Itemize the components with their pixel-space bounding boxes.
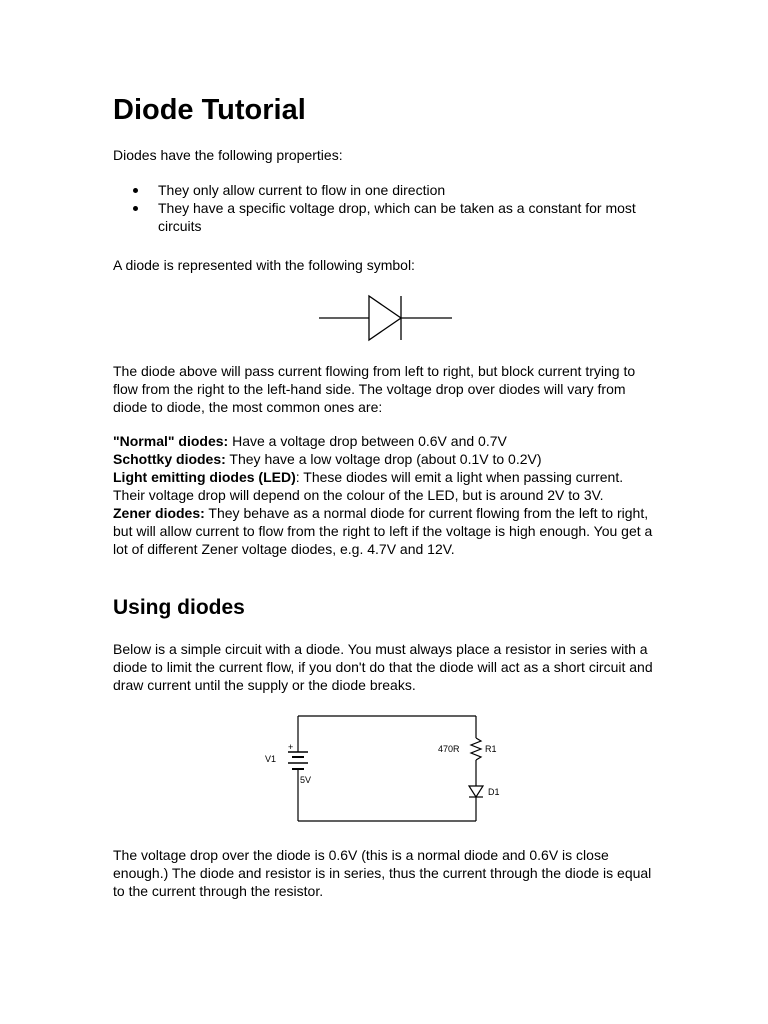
battery-plus-label: + <box>288 742 294 752</box>
diode-type-text: They behave as a normal diode for current flowing from the left to right, but will allow current to flow from the right to left if the voltage is high enough. You get a lot of different Zener voltage diodes, e.g. 4.7V and 12V. <box>113 505 653 557</box>
symbol-intro-paragraph: A diode is represented with the following symbol: <box>113 257 415 273</box>
diode-type-text: Have a voltage drop between 0.6V and 0.7V <box>228 433 507 449</box>
page-title: Diode Tutorial <box>113 94 306 126</box>
diode-type-term: Light emitting diodes (LED) <box>113 469 296 485</box>
battery-value: 5V <box>300 775 312 785</box>
properties-list <box>113 181 658 235</box>
resistor-value: 470R <box>438 744 460 754</box>
resistor-label: R1 <box>485 744 497 754</box>
diode-type-schottky <box>113 450 658 468</box>
conclusion-paragraph: The voltage drop over the diode is 0.6V (this is a normal diode and 0.6V is close enough.) The diode and resistor is in series, thus the current through the diode is equal to the current through the resistor. <box>113 847 652 899</box>
diode-type-term: Schottky diodes: <box>113 451 226 467</box>
list-item: They have a specific voltage drop, which can be taken as a constant for most circuits <box>113 199 658 235</box>
diode-types-list <box>113 432 658 558</box>
diode-symbol-icon <box>316 293 456 343</box>
diode-type-led <box>113 468 658 504</box>
section-heading: Using diodes <box>113 596 245 619</box>
diode-label: D1 <box>488 787 500 797</box>
diode-type-term: Zener diodes: <box>113 505 205 521</box>
diode-type-text: They have a low voltage drop (about 0.1V to 0.2V) <box>225 451 542 467</box>
explanation-paragraph: The diode above will pass current flowing from left to right, but block current trying to flow from the right to the left-hand side. The voltage drop over diodes will vary from diode to diode, the most common ones are: <box>113 363 636 415</box>
battery-label: V1 <box>265 754 277 764</box>
list-item: They only allow current to flow in one direction <box>113 181 658 199</box>
diode-type-text: : These diodes will emit a light when passing current. Their voltage drop will depend on the colour of the LED, but is around 2V to 3V. <box>113 469 624 503</box>
diode-type-term: "Normal" diodes: <box>113 433 229 449</box>
intro-paragraph: Diodes have the following properties: <box>113 147 343 163</box>
circuit-diagram <box>260 708 520 828</box>
diode-type-normal <box>113 432 658 450</box>
circuit-intro-paragraph: Below is a simple circuit with a diode. You must always place a resistor in series with a diode to limit the current flow, if you don't do that the diode will act as a short circuit and draw current until the supply or the diode breaks. <box>113 641 653 693</box>
diode-type-zener <box>113 504 658 558</box>
